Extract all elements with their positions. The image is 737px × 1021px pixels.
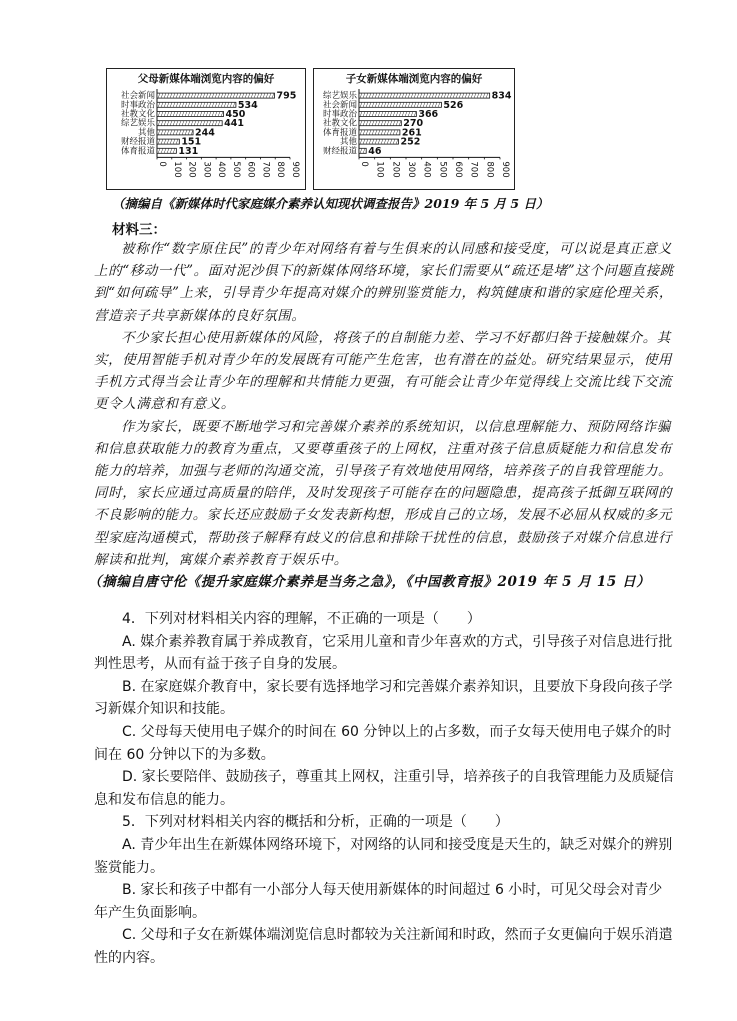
data-label: 526 <box>443 99 464 111</box>
x-tick-label: 0 <box>157 161 167 167</box>
children-preference-chart <box>313 68 515 190</box>
chart-source-caption: （摘编自《新媒体时代家庭媒介素养认知现状调查报告》2019 年 5 月 5 日） <box>112 196 549 211</box>
x-tick-label: 900 <box>290 161 300 178</box>
category-label: 时事政治 <box>322 109 357 120</box>
x-tick-label: 100 <box>374 161 385 178</box>
x-tick-label: 700 <box>260 161 271 178</box>
category-label: 综艺娱乐 <box>322 91 357 102</box>
question-4-option-d: D. 家长要陪伴、鼓励孩子，尊重其上网权，注重引导，培养孩子的自我管理能力及质疑信息和发布信息的能力。 <box>94 769 674 808</box>
parents-preference-chart <box>106 68 306 190</box>
x-tick-label: 600 <box>245 161 256 178</box>
material3-source: （摘编自唐守伦《提升家庭媒介素养是当务之急》，《中国教育报》2019 年 5 月 15 日） <box>88 574 651 591</box>
data-label: 252 <box>400 136 421 148</box>
category-label: 财经报道 <box>322 146 357 157</box>
data-label: 795 <box>276 90 297 102</box>
material3-heading: 材料三： <box>112 222 166 238</box>
x-tick-label: 700 <box>468 161 479 178</box>
category-label: 体育报道 <box>322 127 357 138</box>
question-4-option-a: A. 媒介素养教育属于养成教育，它采用儿童和青少年喜欢的方式，引导孩子对信息进行批判性思考，从而有益于孩子自身的发展。 <box>94 633 673 673</box>
x-tick-label: 600 <box>453 161 463 178</box>
question-5-stem: 5．下列对材料相关内容的概括和分析，正确的一项是（ ） <box>122 814 509 831</box>
bar <box>157 130 193 135</box>
x-tick-label: 800 <box>275 161 286 178</box>
data-label: 534 <box>237 99 258 111</box>
x-tick-label: 400 <box>216 161 227 178</box>
question-4-option-b: B. 在家庭媒介教育中，家长要有选择地学习和完善媒介素养知识，且要放下身段向孩子学习新媒介知识和技能。 <box>94 678 673 718</box>
x-tick-label: 300 <box>201 161 212 178</box>
x-tick-label: 500 <box>230 161 241 178</box>
material3-body <box>88 238 674 593</box>
bar <box>359 93 490 98</box>
x-tick-label: 200 <box>186 161 197 178</box>
questions-block <box>94 608 674 970</box>
chart-title: 父母新媒体端浏览内容的偏好 <box>137 73 275 85</box>
question-4-option-c: C. 父母每天使用电子媒介的时间在 60 分钟以上的占多数，而子女每天使用电子媒介的时间在 60 分钟以下的为多数。 <box>94 723 672 763</box>
data-label: 834 <box>491 90 512 102</box>
question-5-option-b: B. 家长和孩子中都有一小部分人每天使用新媒体的时间超过 6 小时，可见父母会对青少年产生负面影响。 <box>94 882 663 921</box>
data-label: 131 <box>178 145 199 157</box>
x-tick-label: 800 <box>484 161 495 178</box>
parents-bar-chart-svg <box>107 69 305 189</box>
category-label: 时事政治 <box>120 100 155 111</box>
category-label: 其他 <box>137 127 155 138</box>
x-tick-label: 100 <box>171 161 182 178</box>
question-4-stem: 4．下列对材料相关内容的理解，不正确的一项是（ ） <box>122 611 481 627</box>
data-label: 244 <box>195 127 215 139</box>
material3-paragraph-1: 被称作“数字原住民”的青少年对网络有着与生俱来的认同感和接受度，可以说是真正意义上的“移动一代”。面对泥沙俱下的新媒体网络环境，家长们需要从“疏还是堵”这个问题直接跳到“如何疏导”上来，引导青少年提高对媒介的辨别鉴赏能力，构筑健康和谐的家庭伦理关系，营造亲子共享新媒体的良好氛围。 <box>94 241 674 324</box>
x-tick-label: 0 <box>359 161 369 167</box>
data-label: 261 <box>401 127 422 139</box>
data-label: 46 <box>368 145 382 157</box>
category-label: 社会新闻 <box>322 100 357 111</box>
x-tick-label: 900 <box>500 161 510 178</box>
data-label: 441 <box>224 118 245 130</box>
category-label: 其他 <box>339 137 357 148</box>
category-label: 社教文化 <box>120 109 155 120</box>
category-label: 社教文化 <box>322 118 357 129</box>
data-label: 270 <box>403 118 424 130</box>
chart-title: 子女新媒体端浏览内容的偏好 <box>345 73 483 85</box>
material3-paragraph-2: 不少家长担心使用新媒体的风险，将孩子的自制能力差、学习不好都归咎于接触媒介。其实，使用智能手机对青少年的发展既有可能产生危害，也有潜在的益处。研究结果显示，使用手机方式得当会让青少年的理解和共情能力更强，有可能会让青少年觉得线上交流比线下交流更令人满意和有意义。 <box>94 329 673 413</box>
x-tick-label: 200 <box>390 161 401 178</box>
x-tick-label: 300 <box>406 161 416 178</box>
x-tick-label: 500 <box>437 161 448 178</box>
data-label: 366 <box>418 109 439 120</box>
category-label: 体育报道 <box>120 146 155 157</box>
question-5-option-a: A. 青少年出生在新媒体网络环境下，对网络的认同和接受度是天生的，缺乏对媒介的辨别鉴赏能力。 <box>94 836 673 876</box>
category-label: 财经报道 <box>120 137 155 148</box>
data-label: 151 <box>181 136 202 148</box>
material3-paragraph-3: 作为家长，既要不断地学习和完善媒介素养的系统知识，以信息理解能力、预防网络诈骗和信息获取能力的教育为重点，又要尊重孩子的上网权，注重对孩子信息质疑能力和信息发布能力的培养，加强与老师的沟通交流，引导孩子有效地使用网络，培养孩子的自我管理能力。同时，家长应通过高质量的陪伴，及时发现孩子可能存在的问题隐患，提高孩子抵御互联网的不良影响的能力。家长还应鼓励子女发表新构想，形成自己的立场，发展不必屈从权威的多元型家庭沟通模式，帮助孩子解释有歧义的信息和排除干扰性的信息，鼓励孩子对媒介信息进行解读和批判，寓媒介素养教育于娱乐中。 <box>94 418 673 568</box>
children-bar-chart-svg <box>314 69 514 189</box>
category-label: 综艺娱乐 <box>120 118 155 129</box>
x-tick-label: 400 <box>421 161 432 178</box>
question-5-option-c: C. 父母和子女在新媒体端浏览信息时都较为关注新闻和时政，然而子女更偏向于娱乐消遣性的内容。 <box>94 927 673 966</box>
category-label: 社会新闻 <box>120 91 155 102</box>
data-label: 450 <box>225 109 246 120</box>
